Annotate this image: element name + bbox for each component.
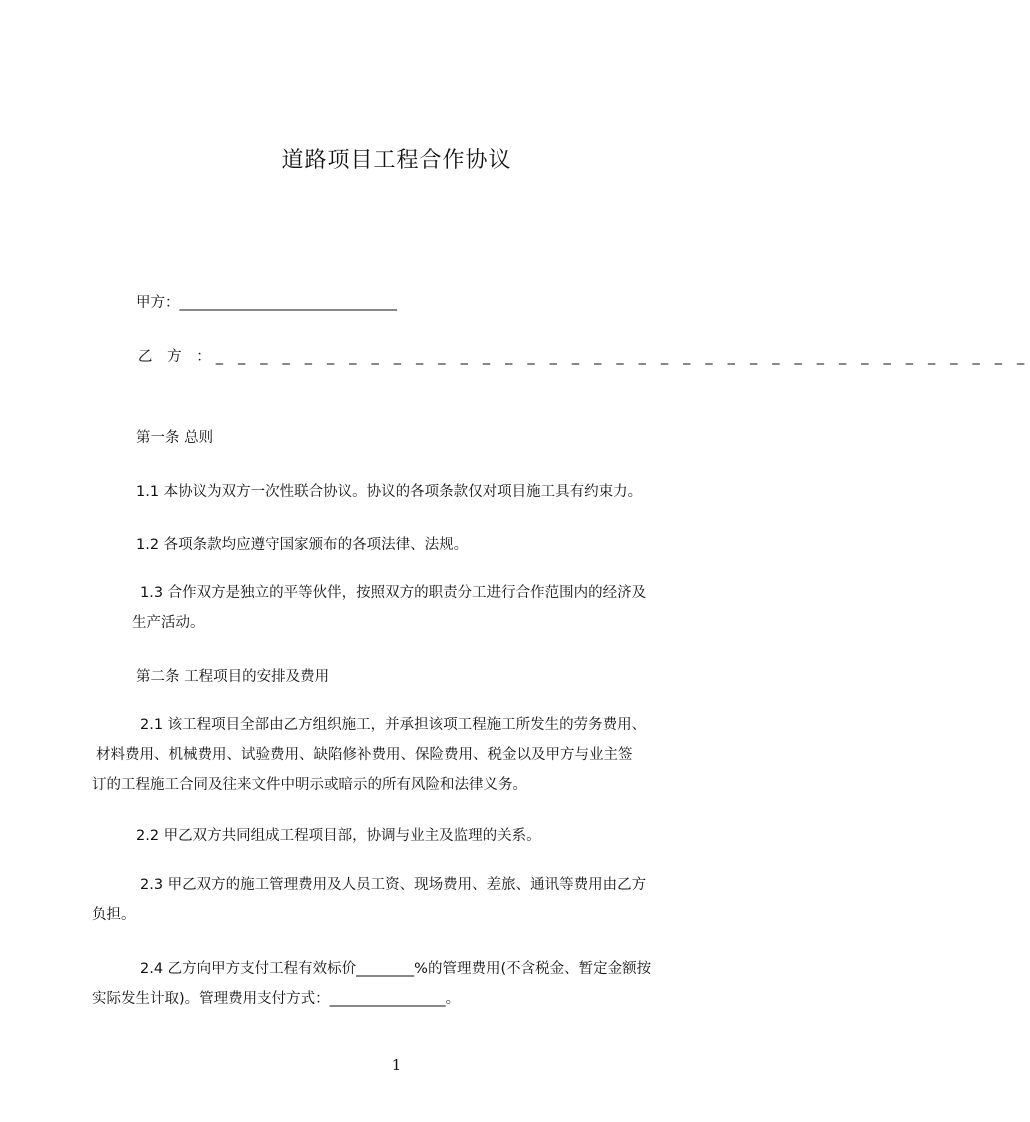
clause-2-3-line-1: 2.3 甲乙双方的施工管理费用及人员工资、现场费用、差旅、通讯等费用由乙方 bbox=[140, 877, 647, 893]
party-a-line bbox=[136, 291, 397, 312]
party-b-label: 乙 方 ： bbox=[138, 349, 216, 365]
clause-1-2: 1.2 各项条款均应遵守国家颁布的各项法律、法规。 bbox=[136, 537, 469, 553]
clause-1-3-line-1: 1.3 合作双方是独立的平等伙伴，按照双方的职责分工进行合作范围内的经济及 bbox=[140, 585, 647, 601]
clause-2-4-line-2: 实际发生计取)。管理费用支付方式：________________。 bbox=[92, 991, 461, 1007]
clause-1-1: 1.1 本协议为双方一次性联合协议。协议的各项条款仅对项目施工具有约束力。 bbox=[136, 484, 643, 500]
clause-1-3-line-2: 生产活动。 bbox=[132, 615, 205, 631]
clause-2-1-line-2: 材料费用、机械费用、试验费用、缺陷修补费用、保险费用、税金以及甲方与业主签 bbox=[96, 747, 633, 763]
article-1-heading: 第一条 总则 bbox=[136, 430, 214, 446]
clause-2-4-line-1: 2.4 乙方向甲方支付工程有效标价________%的管理费用(不含税金、暂定金额按 bbox=[140, 961, 652, 977]
party-b-line bbox=[138, 345, 1030, 366]
party-a-blank: ______________________________ bbox=[179, 295, 397, 311]
clause-2-1-line-1: 2.1 该工程项目全部由乙方组织施工，并承担该项工程施工所发生的劳务费用、 bbox=[140, 717, 647, 733]
party-b-blank: _ _ _ _ _ _ _ _ _ _ _ _ _ _ _ _ _ _ _ _ _ _ _ _ _ _ _ _ _ _ _ _ _ _ _ _ _ bbox=[215, 349, 1030, 365]
document-title: 道路项目工程合作协议 bbox=[281, 148, 512, 173]
clause-2-3 bbox=[92, 870, 706, 930]
clause-1-3 bbox=[132, 578, 706, 638]
clause-2-4 bbox=[92, 954, 706, 1014]
party-a-label: 甲方： bbox=[136, 295, 180, 311]
clause-2-2: 2.2 甲乙双方共同组成工程项目部，协调与业主及监理的关系。 bbox=[136, 828, 541, 844]
clause-2-3-line-2: 负担。 bbox=[92, 907, 136, 923]
clause-2-1-line-3: 订的工程施工合同及往来文件中明示或暗示的所有风险和法律义务。 bbox=[92, 777, 527, 793]
page-number: 1 bbox=[391, 1056, 402, 1074]
article-2-heading: 第二条 工程项目的安排及费用 bbox=[136, 669, 330, 685]
clause-2-1 bbox=[92, 710, 706, 800]
